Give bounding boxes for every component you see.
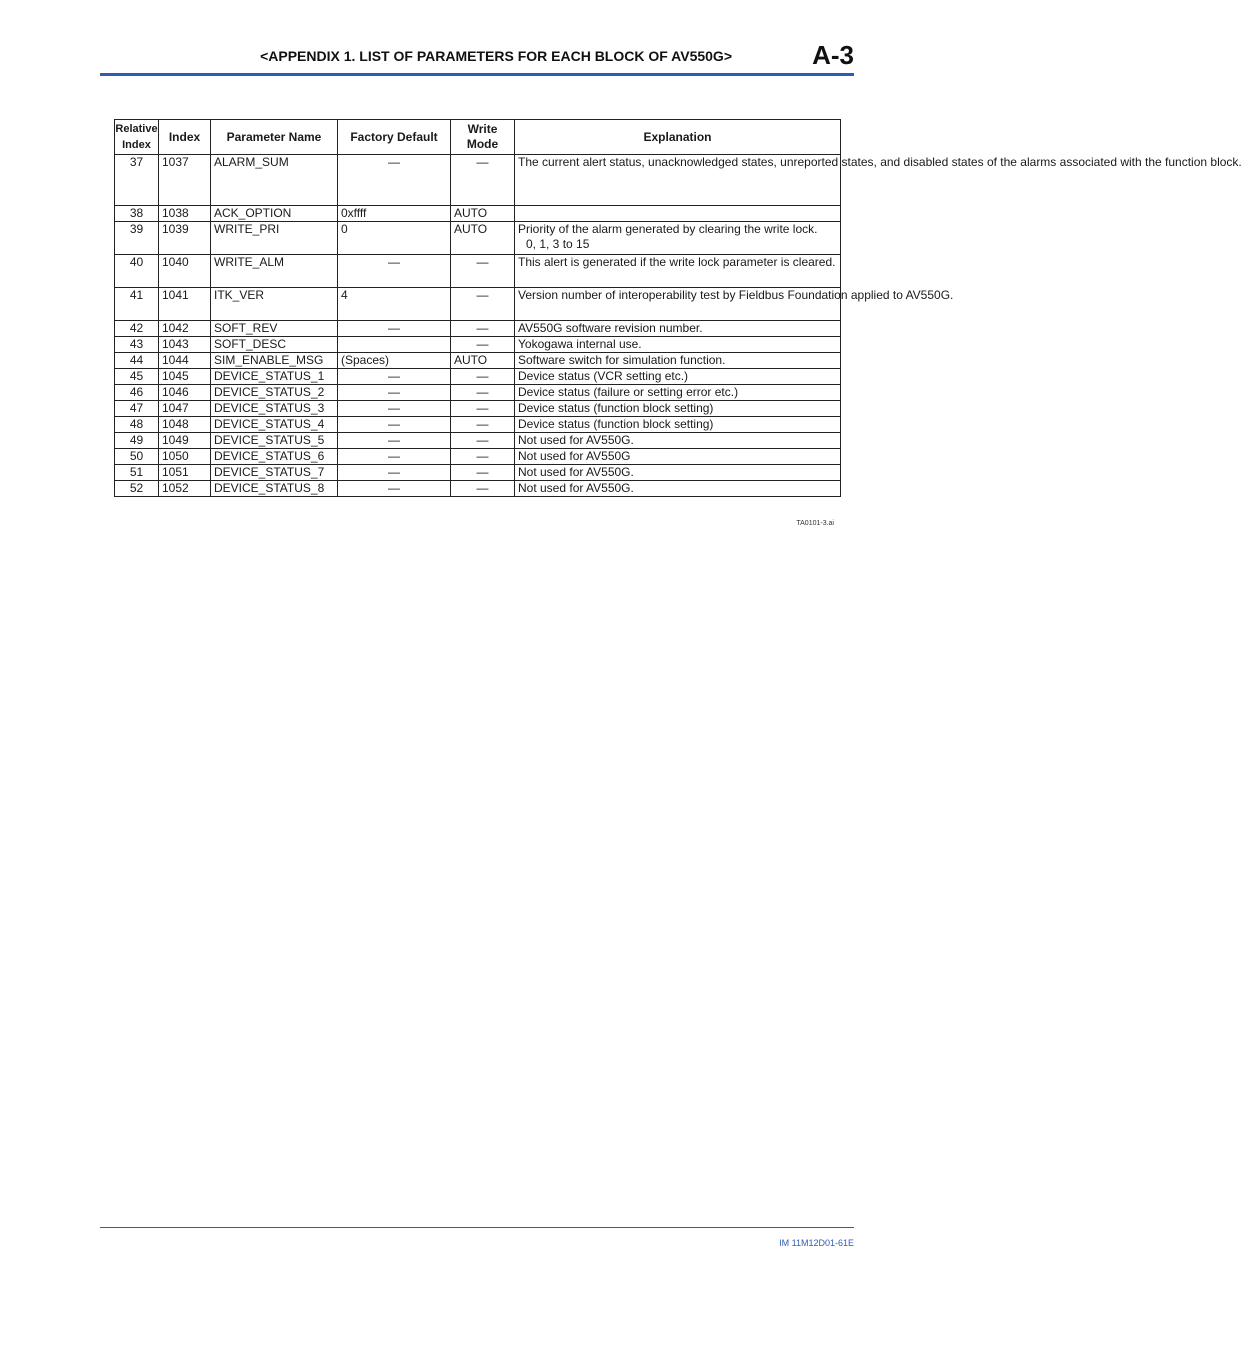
- explanation-cell: [515, 206, 841, 222]
- relative-index-cell: 39: [115, 222, 159, 255]
- index-cell: 1038: [159, 206, 211, 222]
- explanation-cell: Device status (function block setting): [515, 417, 841, 433]
- table-row: [115, 155, 841, 206]
- parameter-name-cell: SOFT_REV: [211, 321, 338, 337]
- index-cell: 1044: [159, 353, 211, 369]
- explanation-cell: Not used for AV550G.: [515, 481, 841, 497]
- index-cell: 1043: [159, 337, 211, 353]
- column-header-parameter-name: Parameter Name: [211, 120, 338, 155]
- write-mode-cell: —: [451, 385, 515, 401]
- explanation-cell: The current alert status, unacknowledged states, unreported states, and disabled states of the alarms associated with the function block.: [515, 155, 841, 206]
- relative-index-cell: 47: [115, 401, 159, 417]
- relative-index-cell: 45: [115, 369, 159, 385]
- explanation-cell: Not used for AV550G: [515, 449, 841, 465]
- factory-default-cell: —: [338, 385, 451, 401]
- factory-default-cell: —: [338, 433, 451, 449]
- table-row: [115, 449, 841, 465]
- factory-default-cell: —: [338, 481, 451, 497]
- write-mode-cell: AUTO: [451, 222, 515, 255]
- write-mode-cell: —: [451, 337, 515, 353]
- table-row: [115, 481, 841, 497]
- relative-index-cell: 46: [115, 385, 159, 401]
- table-row: [115, 255, 841, 288]
- write-mode-cell: —: [451, 255, 515, 288]
- explanation-cell: AV550G software revision number.: [515, 321, 841, 337]
- index-cell: 1040: [159, 255, 211, 288]
- index-cell: 1049: [159, 433, 211, 449]
- column-header-relative-index: Relative Index: [115, 120, 159, 155]
- explanation-cell: Software switch for simulation function.: [515, 353, 841, 369]
- parameter-name-cell: DEVICE_STATUS_1: [211, 369, 338, 385]
- column-header-explanation: Explanation: [515, 120, 841, 155]
- index-cell: 1042: [159, 321, 211, 337]
- page-number-label: A-3: [812, 40, 854, 70]
- table-row: [115, 321, 841, 337]
- relative-index-cell: 43: [115, 337, 159, 353]
- index-cell: 1037: [159, 155, 211, 206]
- write-mode-cell: —: [451, 465, 515, 481]
- relative-index-cell: 41: [115, 288, 159, 321]
- write-mode-cell: —: [451, 321, 515, 337]
- parameter-name-cell: ACK_OPTION: [211, 206, 338, 222]
- relative-index-cell: 48: [115, 417, 159, 433]
- parameter-name-cell: DEVICE_STATUS_8: [211, 481, 338, 497]
- parameter-name-cell: DEVICE_STATUS_4: [211, 417, 338, 433]
- factory-default-cell: —: [338, 401, 451, 417]
- table-row: [115, 288, 841, 321]
- explanation-cell: Priority of the alarm generated by clearing the write lock. 0, 1, 3 to 15: [515, 222, 841, 255]
- relative-index-cell: 52: [115, 481, 159, 497]
- write-mode-cell: —: [451, 481, 515, 497]
- factory-default-cell: —: [338, 465, 451, 481]
- factory-default-cell: 4: [338, 288, 451, 321]
- parameter-name-cell: ITK_VER: [211, 288, 338, 321]
- figure-identifier: TA0101-3.ai: [796, 520, 834, 527]
- relative-index-cell: 42: [115, 321, 159, 337]
- parameter-name-cell: SIM_ENABLE_MSG: [211, 353, 338, 369]
- write-mode-cell: —: [451, 433, 515, 449]
- explanation-cell: Version number of interoperability test by Fieldbus Foundation applied to AV550G.: [515, 288, 841, 321]
- parameter-name-cell: ALARM_SUM: [211, 155, 338, 206]
- index-cell: 1039: [159, 222, 211, 255]
- parameter-name-cell: WRITE_PRI: [211, 222, 338, 255]
- factory-default-cell: —: [338, 155, 451, 206]
- factory-default-cell: (Spaces): [338, 353, 451, 369]
- table-row: [115, 353, 841, 369]
- table-row: [115, 385, 841, 401]
- explanation-cell: Device status (failure or setting error etc.): [515, 385, 841, 401]
- parameter-name-cell: DEVICE_STATUS_7: [211, 465, 338, 481]
- index-cell: 1050: [159, 449, 211, 465]
- explanation-cell: Not used for AV550G.: [515, 433, 841, 449]
- parameter-name-cell: DEVICE_STATUS_3: [211, 401, 338, 417]
- table-row: [115, 401, 841, 417]
- parameter-table: [114, 119, 1242, 497]
- parameter-name-cell: DEVICE_STATUS_5: [211, 433, 338, 449]
- factory-default-cell: 0xffff: [338, 206, 451, 222]
- write-mode-cell: AUTO: [451, 206, 515, 222]
- relative-index-cell: 50: [115, 449, 159, 465]
- relative-index-cell: 51: [115, 465, 159, 481]
- relative-index-cell: 37: [115, 155, 159, 206]
- index-cell: 1048: [159, 417, 211, 433]
- parameter-name-cell: SOFT_DESC: [211, 337, 338, 353]
- table-row: [115, 369, 841, 385]
- column-header-index: Index: [159, 120, 211, 155]
- column-header-write-mode: Write Mode: [451, 120, 515, 155]
- relative-index-cell: 49: [115, 433, 159, 449]
- header-divider: [100, 73, 854, 76]
- index-cell: 1045: [159, 369, 211, 385]
- parameter-name-cell: DEVICE_STATUS_6: [211, 449, 338, 465]
- table-row: [115, 417, 841, 433]
- index-cell: 1052: [159, 481, 211, 497]
- relative-index-cell: 40: [115, 255, 159, 288]
- write-mode-cell: —: [451, 155, 515, 206]
- table-row: [115, 222, 841, 255]
- table-header-row: [115, 120, 841, 155]
- index-cell: 1047: [159, 401, 211, 417]
- explanation-cell: Device status (VCR setting etc.): [515, 369, 841, 385]
- index-cell: 1041: [159, 288, 211, 321]
- write-mode-cell: —: [451, 401, 515, 417]
- factory-default-cell: [338, 337, 451, 353]
- write-mode-cell: —: [451, 369, 515, 385]
- write-mode-cell: —: [451, 288, 515, 321]
- column-header-factory-default: Factory Default: [338, 120, 451, 155]
- explanation-cell: Not used for AV550G.: [515, 465, 841, 481]
- table-row: [115, 206, 841, 222]
- document-id: IM 11M12D01-61E: [779, 1238, 854, 1248]
- write-mode-cell: —: [451, 417, 515, 433]
- write-mode-cell: AUTO: [451, 353, 515, 369]
- explanation-cell: This alert is generated if the write lock parameter is cleared.: [515, 255, 841, 288]
- factory-default-cell: —: [338, 369, 451, 385]
- write-mode-cell: —: [451, 449, 515, 465]
- parameter-name-cell: DEVICE_STATUS_2: [211, 385, 338, 401]
- table-row: [115, 433, 841, 449]
- explanation-cell: Yokogawa internal use.: [515, 337, 841, 353]
- factory-default-cell: —: [338, 449, 451, 465]
- factory-default-cell: —: [338, 255, 451, 288]
- footer-divider: [100, 1227, 854, 1228]
- page-header-title: <APPENDIX 1. LIST OF PARAMETERS FOR EACH BLOCK OF AV550G>: [260, 48, 732, 64]
- relative-index-cell: 38: [115, 206, 159, 222]
- table-row: [115, 465, 841, 481]
- relative-index-cell: 44: [115, 353, 159, 369]
- index-cell: 1046: [159, 385, 211, 401]
- parameter-name-cell: WRITE_ALM: [211, 255, 338, 288]
- explanation-cell: Device status (function block setting): [515, 401, 841, 417]
- factory-default-cell: —: [338, 417, 451, 433]
- index-cell: 1051: [159, 465, 211, 481]
- factory-default-cell: —: [338, 321, 451, 337]
- factory-default-cell: 0: [338, 222, 451, 255]
- table-row: [115, 337, 841, 353]
